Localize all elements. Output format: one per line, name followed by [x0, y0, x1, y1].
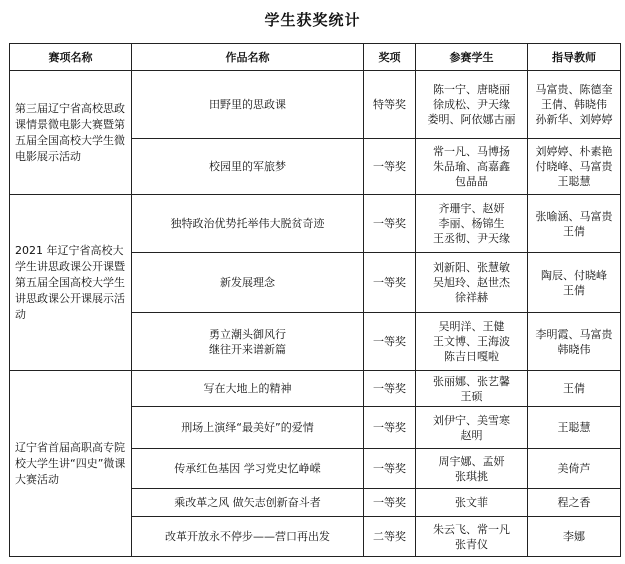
student-names — [416, 313, 528, 371]
student-names — [416, 489, 528, 517]
student-line: 陈吉日嘎啦 — [444, 350, 499, 363]
teacher-line: 陶辰、付晓峰 — [541, 268, 607, 282]
table-row — [10, 195, 621, 253]
teacher-names — [528, 489, 621, 517]
award-level: 一等奖 — [364, 371, 416, 407]
work-name-line: 新发展理念 — [220, 276, 275, 289]
teacher-line: 李明霞、马富贵 — [535, 327, 613, 341]
page-title: 学生获奖统计 — [264, 11, 361, 29]
header-students: 参赛学生 — [416, 44, 528, 71]
work-name-line: 校园里的军旅梦 — [209, 160, 286, 173]
header-award: 奖项 — [364, 44, 416, 71]
work-name — [132, 517, 364, 557]
work-name — [132, 489, 364, 517]
work-name — [132, 71, 364, 139]
student-names — [416, 371, 528, 407]
student-names — [416, 195, 528, 253]
student-line: 王硕 — [460, 389, 483, 403]
award-level: 一等奖 — [364, 195, 416, 253]
teacher-names — [528, 71, 621, 139]
teacher-line: 程之香 — [557, 496, 591, 509]
student-line: 吴旭玲、赵世杰 — [433, 276, 510, 289]
student-names — [416, 253, 528, 313]
teacher-line: 刘婷婷、朴素艳 — [535, 145, 613, 158]
work-name — [132, 449, 364, 489]
student-names — [416, 407, 528, 449]
student-line: 徐祥赫 — [455, 291, 488, 304]
student-line: 陈一宁、唐晓丽 — [433, 83, 510, 96]
student-line: 朱云飞、常一凡 — [433, 522, 510, 536]
student-line: 刘新阳、张慧敏 — [433, 261, 510, 274]
teacher-line: 美倚芦 — [557, 462, 591, 475]
work-name — [132, 195, 364, 253]
work-name-line: 田野里的思政课 — [209, 98, 286, 111]
student-line: 朱品瑜、高嘉鑫 — [433, 160, 510, 173]
student-line: 张青仪 — [455, 537, 488, 551]
student-names — [416, 139, 528, 195]
student-line: 王文博、王海波 — [433, 335, 510, 348]
teacher-line: 付晓峰、马富贵 — [535, 160, 613, 173]
work-name — [132, 253, 364, 313]
award-level: 一等奖 — [364, 489, 416, 517]
work-name — [132, 371, 364, 407]
teacher-line: 韩晓伟 — [557, 342, 591, 356]
student-names — [416, 517, 528, 557]
award-level: 一等奖 — [364, 449, 416, 489]
award-level: 特等奖 — [364, 71, 416, 139]
header-teachers: 指导教师 — [528, 44, 621, 71]
student-line: 徐成松、尹天缘 — [433, 98, 510, 111]
work-name-line: 独特政治优势托举伟大脱贫奇迹 — [170, 217, 325, 230]
teacher-names — [528, 139, 621, 195]
student-line: 李丽、杨锦生 — [438, 217, 505, 230]
work-name-line: 改革开放永不停步——营口再出发 — [165, 530, 330, 543]
competition-name: 第三届辽宁省高校思政课情景微电影大赛暨第五届全国高校大学生微电影展示活动 — [10, 71, 132, 195]
table-row — [10, 371, 621, 407]
work-name-line: 乘改革之风 做矢志创新奋斗者 — [174, 496, 321, 509]
work-name — [132, 313, 364, 371]
work-name-line: 传承红色基因 学习党史忆峥嵘 — [174, 462, 321, 475]
teacher-line: 王聪慧 — [557, 175, 591, 188]
student-line: 齐珊宇、赵妍 — [438, 202, 505, 215]
student-line: 常一凡、马博扬 — [433, 145, 510, 158]
header-competition: 赛项名称 — [10, 44, 132, 71]
teacher-line: 王倩 — [563, 382, 585, 395]
student-line: 包晶晶 — [455, 175, 488, 188]
student-names — [416, 71, 528, 139]
teacher-names — [528, 253, 621, 313]
student-line: 张文菲 — [455, 496, 488, 509]
student-line: 刘伊宁、美雪寒 — [433, 413, 510, 427]
student-line: 赵明 — [460, 428, 483, 442]
teacher-names — [528, 449, 621, 489]
teacher-names — [528, 407, 621, 449]
student-line: 张丽娜、张艺馨 — [433, 374, 510, 388]
teacher-line: 李娜 — [563, 530, 585, 543]
competition-name: 辽宁省首届高职高专院校大学生讲“四史”微课大赛活动 — [10, 371, 132, 557]
teacher-line: 王倩 — [563, 283, 585, 297]
award-level: 一等奖 — [364, 139, 416, 195]
student-line: 张琪挑 — [455, 469, 488, 483]
competition-name: 2021 年辽宁省高校大学生讲思政课公开课暨第五届全国高校大学生讲思政课公开课展示活动 — [10, 195, 132, 371]
teacher-line: 孙新华、刘婷婷 — [535, 113, 613, 126]
teacher-line: 王聪慧 — [557, 421, 591, 434]
work-name — [132, 407, 364, 449]
student-line: 娄明、阿依娜古丽 — [427, 113, 516, 126]
teacher-names — [528, 517, 621, 557]
award-level: 一等奖 — [364, 407, 416, 449]
award-statistics-table — [9, 43, 621, 557]
teacher-names — [528, 371, 621, 407]
work-name-line: 刑场上演绎“最美好”的爱情 — [181, 421, 314, 434]
work-name-line: 继往开来谱新篇 — [209, 342, 286, 356]
work-name-line: 写在大地上的精神 — [203, 382, 292, 395]
header-work: 作品名称 — [132, 44, 364, 71]
student-line: 周宇娜、孟妍 — [438, 454, 505, 468]
work-name — [132, 139, 364, 195]
teacher-line: 马富贵、陈德奎 — [535, 83, 613, 96]
award-level: 一等奖 — [364, 253, 416, 313]
teacher-names — [528, 313, 621, 371]
award-level: 一等奖 — [364, 313, 416, 371]
award-level: 二等奖 — [364, 517, 416, 557]
table-row — [10, 71, 621, 139]
student-line: 王丞彻、尹天缘 — [433, 232, 510, 245]
teacher-names — [528, 195, 621, 253]
teacher-line: 王倩 — [563, 224, 585, 238]
student-line: 吴明洋、王健 — [438, 320, 505, 333]
teacher-line: 张喻涵、马富贵 — [535, 209, 613, 223]
teacher-line: 王倩、韩晓伟 — [541, 98, 607, 111]
student-names — [416, 449, 528, 489]
work-name-line: 勇立潮头御风行 — [209, 327, 286, 341]
table-header-row — [10, 44, 621, 71]
